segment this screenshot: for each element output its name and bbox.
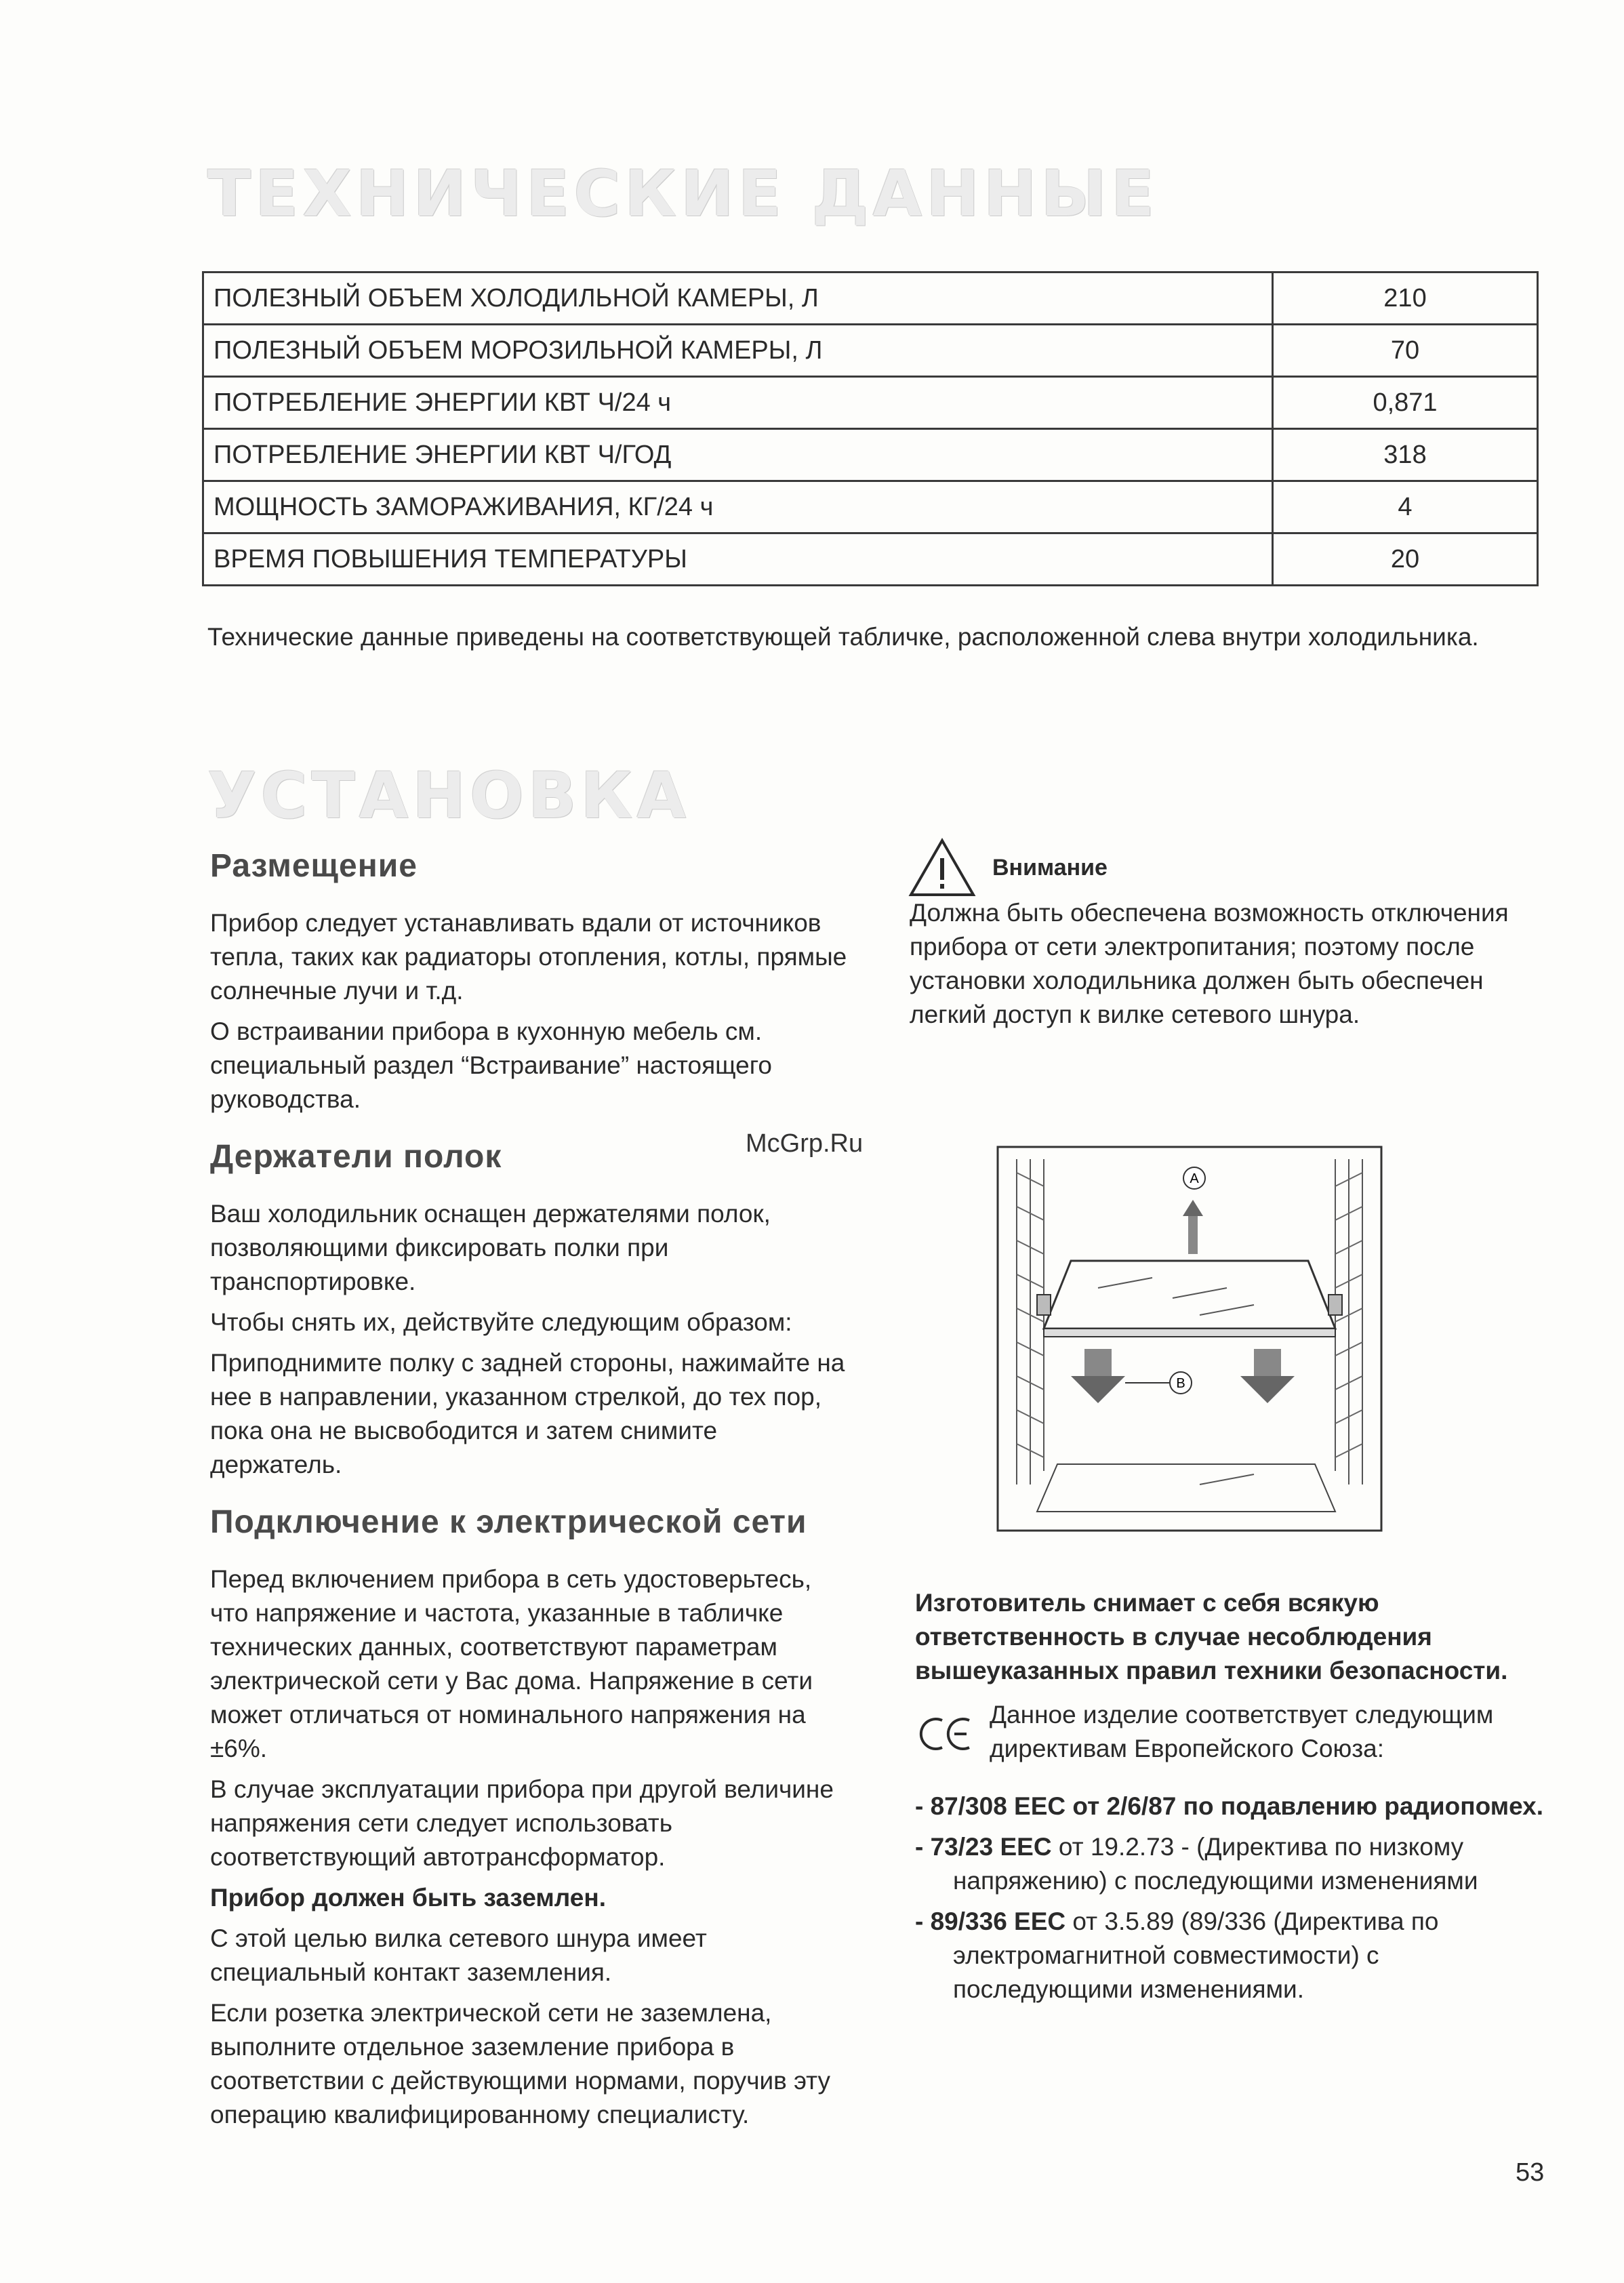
- shelf-holders-paragraph: Ваш холодильник оснащен держателями полок, позволяющими фиксировать полки при транспортировке.: [210, 1200, 771, 1295]
- directive-text: от 2/6/87 по подавлению радиопомех.: [1065, 1792, 1544, 1820]
- table-cell-value: 70: [1273, 325, 1538, 377]
- table-cell-label: МОЩНОСТЬ ЗАМОРАЖИВАНИЯ, КГ/24 ч: [203, 481, 1273, 533]
- placement-paragraph: О встраивании прибора в кухонную мебель см. специальный раздел “Встраивание” настоящего руководства.: [210, 1017, 772, 1113]
- shelf-holders-paragraph: Чтобы снять их, действуйте следующим образом:: [210, 1308, 792, 1336]
- watermark: McGrp.Ru: [746, 1129, 864, 1158]
- list-item: [915, 1790, 1566, 1823]
- directive-code: - 73/23 EEC: [915, 1833, 1052, 1861]
- table-cell-value: 20: [1273, 533, 1538, 586]
- shelf-holders-paragraph: Приподнимите полку с задней стороны, нажимайте на нее в направлении, указанном стрелкой, до тех пор, пока она не высвободится и затем снимите держатель.: [210, 1349, 845, 1478]
- table-cell-value: 210: [1273, 272, 1538, 325]
- tech-data-title: ТЕХНИЧЕСКИЕ ДАННЫЕ: [207, 157, 1159, 231]
- electrical-paragraph: Если розетка электрической сети не заземлена, выполните отдельное заземление прибора в соответствии с действующими нормами, поручив эту операцию квалифицированному специалисту.: [210, 1999, 831, 2128]
- warning-header: [908, 838, 1108, 897]
- directive-text: от 19.2.73 - (Директива по низкому напряжению) с последующими изменениями: [953, 1833, 1478, 1895]
- tech-data-table: [202, 271, 1539, 586]
- warning-heading: Внимание: [992, 854, 1108, 881]
- table-row: [203, 272, 1538, 325]
- table-cell-value: 0,871: [1273, 377, 1538, 429]
- list-item: [915, 1905, 1566, 2006]
- directive-code: - 87/308 EEC: [915, 1792, 1066, 1820]
- table-row: [203, 429, 1538, 481]
- list-item: [915, 1830, 1566, 1898]
- placement-heading: Размещение: [210, 848, 418, 884]
- table-row: [203, 481, 1538, 533]
- directive-text: от 3.5.89 (89/336 (Директива по электромагнитной совместимости) с последующими изменениями.: [953, 1907, 1439, 2003]
- table-cell-value: 318: [1273, 429, 1538, 481]
- label-a: A: [1190, 1171, 1199, 1186]
- warning-triangle-icon: [908, 838, 976, 897]
- label-b: B: [1176, 1376, 1185, 1391]
- arrow-down-right-icon: [1240, 1349, 1295, 1403]
- electrical-heading: Подключение к электрической сети: [210, 1504, 807, 1540]
- table-cell-label: ПОТРЕБЛЕНИЕ ЭНЕРГИИ КВТ Ч/24 ч: [203, 377, 1273, 429]
- page-number: 53: [1516, 2158, 1545, 2187]
- table-cell-value: 4: [1273, 481, 1538, 533]
- directives-list: [915, 1790, 1566, 2013]
- electrical-paragraph: С этой целью вилка сетевого шнура имеет специальный контакт заземления.: [210, 1924, 707, 1986]
- ce-mark-icon: [919, 1715, 973, 1753]
- installation-title: УСТАНОВКА: [207, 759, 691, 833]
- ce-compliance-text: Данное изделие соответствует следующим директивам Европейского Союза:: [990, 1701, 1494, 1762]
- table-cell-label: ПОЛЕЗНЫЙ ОБЪЕМ ХОЛОДИЛЬНОЙ КАМЕРЫ, Л: [203, 272, 1273, 325]
- table-cell-label: ПОТРЕБЛЕНИЕ ЭНЕРГИИ КВТ Ч/ГОД: [203, 429, 1273, 481]
- directive-code: - 89/336 EEC: [915, 1907, 1066, 1935]
- arrow-up-icon: [1183, 1200, 1203, 1254]
- figure-frame: [998, 1147, 1381, 1531]
- table-cell-label: ВРЕМЯ ПОВЫШЕНИЯ ТЕМПЕРАТУРЫ: [203, 533, 1273, 586]
- table-row: [203, 325, 1538, 377]
- manufacturer-disclaimer: Изготовитель снимает с себя всякую ответственность в случае несоблюдения вышеуказанных правил техники безопасности.: [915, 1589, 1508, 1684]
- grounding-subheading: Прибор должен быть заземлен.: [210, 1884, 607, 1912]
- installation-left-column: [210, 847, 854, 2132]
- table-row: [203, 377, 1538, 429]
- tech-data-note: Технические данные приведены на соответствующей табличке, расположенной слева внутри холодильника.: [207, 623, 1479, 651]
- shelf-holders-heading: Держатели полок: [210, 1139, 502, 1175]
- shelf-holder-figure: [996, 1146, 1383, 1532]
- placement-paragraph: Прибор следует устанавливать вдали от источников тепла, таких как радиаторы отопления, котлы, прямые солнечные лучи и т.д.: [210, 909, 847, 1005]
- shelf-holders: [1037, 1295, 1342, 1315]
- electrical-paragraph: В случае эксплуатации прибора при другой величине напряжения сети следует использовать соответствующий автотрансформатор.: [210, 1775, 834, 1871]
- table-row: [203, 533, 1538, 586]
- electrical-paragraph: Перед включением прибора в сеть удостоверьтесь, что напряжение и частота, указанные в табличке технических данных, соответствуют параметрам электрической сети у Вас дома. Напряжение в сети может отличаться от номинального напряжения на ±6%.: [210, 1565, 813, 1762]
- warning-text: Должна быть обеспечена возможность отключения прибора от сети электропитания; поэтому после установки холодильника должен быть обеспечен легкий доступ к вилке сетевого шнура.: [910, 899, 1509, 1028]
- lower-shelf: [1037, 1464, 1335, 1512]
- table-cell-label: ПОЛЕЗНЫЙ ОБЪЕМ МОРОЗИЛЬНОЙ КАМЕРЫ, Л: [203, 325, 1273, 377]
- arrow-down-left-icon: [1071, 1349, 1125, 1403]
